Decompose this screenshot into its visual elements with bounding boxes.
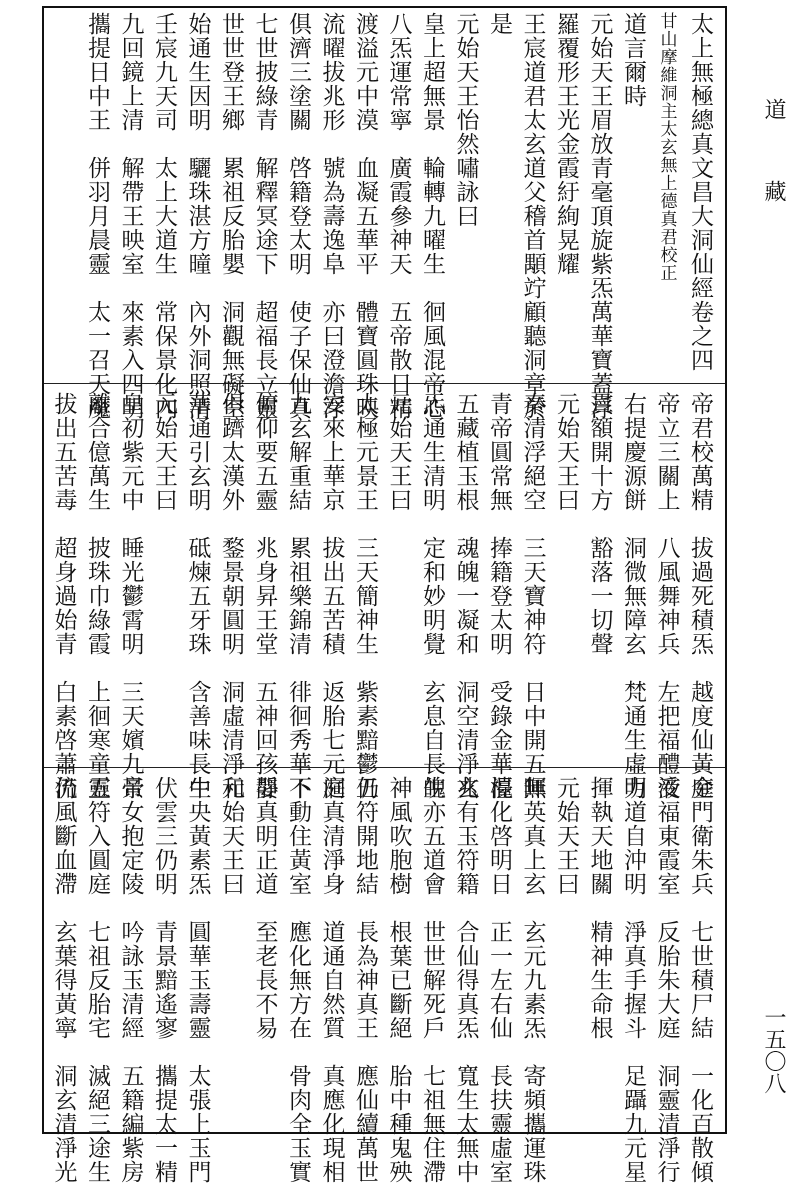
text-column: 金門衛朱兵 七世積尸結 一化百散傾	[687, 776, 713, 1184]
text-column: 元始天王怡然嘯詠曰	[452, 12, 479, 228]
text-column: 皇初紫元中 睡光鬱霄明 三天嬪九景	[117, 392, 144, 800]
text-column: 元始天王眉放青毫頂旋紫炁萬華寶蓋浮	[586, 12, 613, 420]
text-column: 九回鏡上清 解帶王映室 來素入四明	[117, 12, 144, 420]
text-column: 流風斷血滯 玄葉得黃寧 洞玄清淨光	[50, 776, 77, 1184]
text-column: 靜真明正道 至老長不易	[251, 776, 278, 1040]
text-column: 王宸道君太玄道父稽首顒竚顧聽洞章於	[519, 12, 546, 420]
text-column: 元始天王曰	[553, 776, 579, 896]
text-column: 貫額開十方 豁落一切聲	[586, 392, 613, 656]
text-column: 渡溢元中漠 血凝五華平 體寶圓珠映	[352, 12, 378, 420]
text-column: 華通引玄明 砥煉五牙珠 含善味長生	[184, 392, 211, 800]
text-column: 元始天王曰	[553, 392, 579, 512]
text-column: 八炁運常寧 廣霞參神天 五帝散日精	[385, 12, 412, 420]
text-column: 安來上華京 拔出五苦積 返胎七元庭	[318, 392, 345, 800]
margin-title-zang: 藏	[761, 180, 786, 202]
text-column: 受福東霞室 反胎朱大庭 洞靈清淨行	[653, 776, 680, 1184]
text-column: 炁通生清明 定和妙明覺 玄息自長生	[419, 392, 445, 800]
text-column: 無英真上玄 玄元九素炁 寄頻攜運珠	[519, 776, 546, 1184]
text-column: 元始天王曰	[385, 392, 412, 512]
text-column: 始通生因明 驪珠湛方曈 內外洞照清	[184, 12, 211, 420]
text-column: 魄亦五道會 世世解死戶 七祖無住滯	[419, 776, 445, 1184]
text-column: 兆有玉符籍 合仙得真炁 寬生太無中	[452, 776, 479, 1184]
text-column: 太上無極總真文昌大洞仙經卷之四	[687, 12, 713, 372]
text-column: 是	[486, 12, 512, 36]
text-column: 伏雲三仍明 青景黯遙寥 攜提太一精	[151, 776, 177, 1184]
text-column: 五符入圓庭 七祖反胎宅 滅絕三途生	[84, 776, 110, 1184]
text-column: 右提慶源餅 洞微無障玄 梵通生虛明	[620, 392, 646, 800]
text-column: 拔出五苦毒 超身過始青 白素啓蕭仍	[50, 392, 77, 800]
text-column: 皇上超無景 輪轉九曜生 徊風混帝心	[419, 12, 445, 420]
text-column: 甘山摩維洞主太玄無上德真君校正	[656, 12, 677, 282]
text-column: 帝立三關上 八風舞神兵 左把福醴液	[653, 392, 680, 800]
text-column: 元始天王曰	[218, 776, 244, 896]
text-column: 九玄解重結 累祖樂錦清 徘徊秀華下	[285, 392, 311, 800]
page-number: 一五〇八	[761, 1006, 786, 1094]
text-column: 五符開地結 長為神真王 應仙續萬世	[352, 776, 378, 1184]
text-column: 五藏植玉根 魂魄一凝和 洞空清淨玄	[452, 392, 479, 800]
text-column: 不動住黃室 應化無方在 骨肉全玉實	[285, 776, 311, 1184]
text-column: 流曜拔兆形 號為壽逸阜 亦曰澄澹浮	[318, 12, 345, 420]
text-column: 力道自沖明 淨真手握斗 足躡九元星	[620, 776, 646, 1184]
text-column: 俯仰要五靈 兆身昇王堂 五神回孩嬰	[251, 392, 278, 800]
text-column: 洞真清淨身 道通自然質 真應化現相	[318, 776, 345, 1184]
text-column: 混化啓明日 正一左右仙 長扶靈虛室	[486, 776, 512, 1184]
text-column: 離合億萬生 披珠巾綠霞 上徊寒童靈	[84, 392, 110, 800]
margin-title-dao: 道	[761, 98, 786, 120]
text-column: 俱躋太漢外 鍪景朝圓明 洞虛清淨和	[218, 392, 244, 800]
text-column: 俱濟三塗關 啓籍登太明 使子保仙真	[285, 12, 311, 420]
text-column: 帝君校萬精 拔過死積炁 越度仙黃庭	[687, 392, 713, 800]
text-column: 帝女抱定陵 吟詠玉清經 五籍編紫房	[117, 776, 144, 1184]
text-column: 秦清浮絕空 三天寶神符 日中開五暉	[519, 392, 546, 800]
text-column: 元始天王曰	[151, 392, 177, 512]
text-column: 揮執天地關 精神生命根	[586, 776, 613, 1040]
text-column: 中央黃素炁 圓華玉壽靈 太張上玉門	[184, 776, 211, 1184]
text-column: 太極元景王 三天簡神生 紫素黯鬱仍	[352, 392, 378, 800]
text-column: 青帝圓常無 捧籍登太明 受錄金華檯	[486, 392, 512, 800]
text-column: 七世披綠青 解釋冥途下 超福長立靈	[251, 12, 278, 420]
text-column: 攜提日中王 併羽月晨靈 太一召天魔	[84, 12, 110, 420]
text-column: 羅覆形王光金霞紆絢晃耀	[553, 12, 579, 276]
text-column: 世世登王鄉 累祖反胎嬰 洞觀無礙空	[218, 12, 244, 420]
text-column: 道言爾時	[620, 12, 646, 108]
text-column: 壬宸九天司 太上大道生 常保景化內	[151, 12, 177, 420]
text-column: 神風吹胞樹 根葉已斷絕 胎中種鬼殃	[385, 776, 412, 1184]
